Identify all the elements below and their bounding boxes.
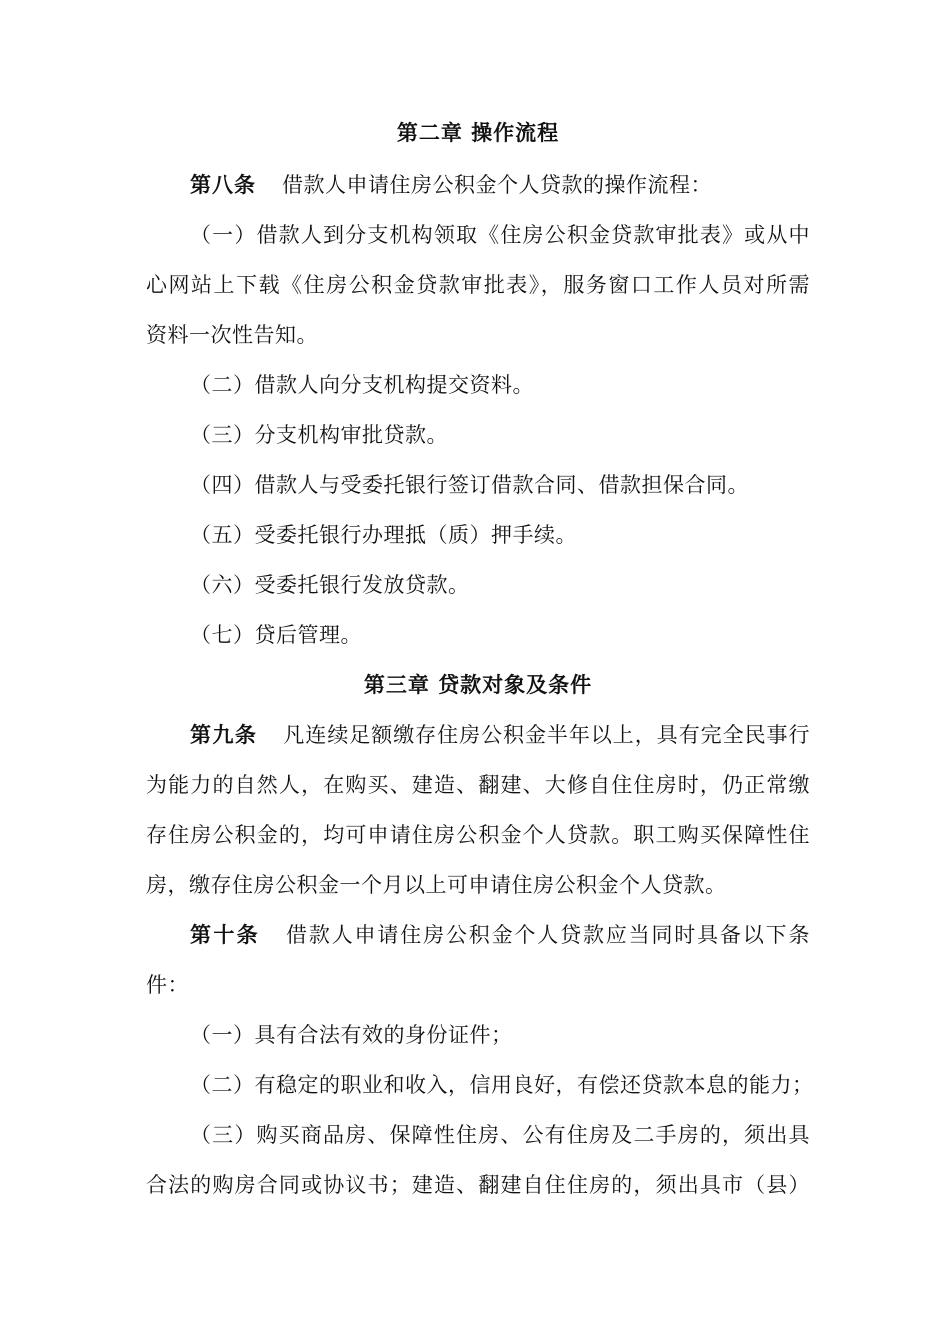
- article-9-line-3: 存住房公积金的，均可申请住房公积金个人贷款。职工购买保障性住: [146, 823, 810, 847]
- article-10-text-1: 借款人申请住房公积金个人贷款应当同时具备以下条: [286, 923, 811, 947]
- article-8-item-1-line-1: （一）借款人到分支机构领取《住房公积金贷款审批表》或从中: [190, 223, 810, 247]
- article-8-item-1-line-2: 心网站上下载《住房公积金贷款审批表》，服务窗口工作人员对所需: [146, 273, 810, 297]
- article-8-item-2: （二）借款人向分支机构提交资料。: [190, 373, 534, 397]
- article-8-text: 借款人申请住房公积金个人贷款的操作流程：: [282, 173, 712, 197]
- chapter-3-title: 第三章 贷款对象及条件: [363, 673, 593, 697]
- chapter-2-title: 第二章 操作流程: [396, 121, 560, 145]
- article-9-line-4: 房，缴存住房公积金一个月以上可申请住房公积金个人贷款。: [146, 873, 727, 897]
- article-8-label: 第八条: [190, 173, 256, 197]
- article-10-line-1: [146, 920, 810, 950]
- article-10-item-1: （一）具有合法有效的身份证件；: [190, 1023, 513, 1047]
- article-8-item-1-line-3: 资料一次性告知。: [146, 323, 318, 347]
- article-10-item-2: （二）有稳定的职业和收入，信用良好，有偿还贷款本息的能力；: [190, 1073, 814, 1097]
- article-8-intro: [146, 170, 810, 200]
- article-9-line-1: [146, 720, 810, 750]
- article-10-line-2: 件：: [146, 973, 189, 997]
- article-8-item-5: （五）受委托银行办理抵（质）押手续。: [190, 523, 577, 547]
- article-8-item-3: （三）分支机构审批贷款。: [190, 423, 448, 447]
- article-10-label: 第十条: [190, 923, 261, 947]
- article-9-line-2: 为能力的自然人，在购买、建造、翻建、大修自住住房时，仍正常缴: [146, 773, 810, 797]
- article-9-label: 第九条: [190, 723, 258, 747]
- article-8-item-6: （六）受委托银行发放贷款。: [190, 573, 470, 597]
- article-8-item-4: （四）借款人与受委托银行签订借款合同、借款担保合同。: [190, 473, 749, 497]
- article-8-item-7: （七）贷后管理。: [190, 623, 362, 647]
- article-10-item-3-line-2: 合法的购房合同或协议书；建造、翻建自住住房的，须出具市（县）: [146, 1173, 810, 1197]
- article-9-text-1: 凡连续足额缴存住房公积金半年以上，具有完全民事行: [283, 723, 811, 747]
- article-10-item-3-line-1: （三）购买商品房、保障性住房、公有住房及二手房的，须出具: [190, 1123, 810, 1147]
